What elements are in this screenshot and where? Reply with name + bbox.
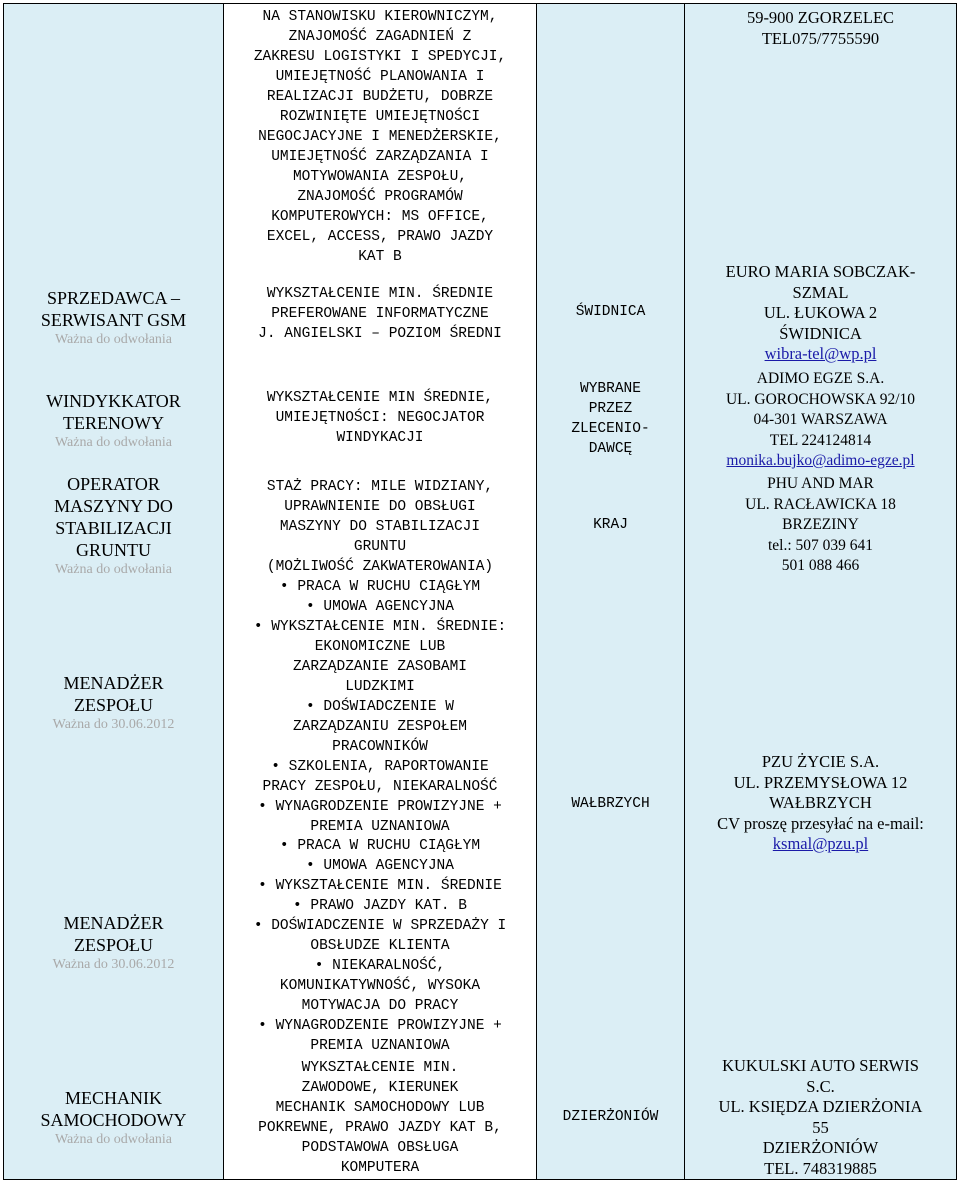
- list-item: • WYNAGRODZENIE PROWIZYJNE +: [258, 799, 502, 815]
- employer-cell: EURO MARIA SOBCZAK- SZMAL UL. ŁUKOWA 2 ŚWIDNICA wibra-tel@wp.pl: [685, 262, 956, 365]
- employer-column: [685, 4, 956, 1179]
- list-item: • PRACA W RUCHU CIĄGŁYM: [279, 838, 481, 854]
- job-title: MECHANIK SAMOCHODOWY: [40, 1088, 187, 1130]
- job-title: MENADŻER ZESPOŁU: [63, 673, 164, 715]
- list-item: PREMIA UZNANIOWA: [310, 1038, 450, 1054]
- employer-cell: ADIMO EGZE S.A. UL. GOROCHOWSKA 92/10 04-301 WARSZAWA TEL 224124814 monika.bujko@adimo-egze.pl: [685, 369, 956, 472]
- employer-cell: PZU ŻYCIE S.A. UL. PRZEMYSŁOWA 12 WAŁBRZYCH CV proszę przesyłać na e-mail: ksmal@pzu.pl: [685, 752, 956, 855]
- location-column: [537, 4, 684, 1179]
- job-validity: Ważna do odwołania: [54, 1132, 173, 1147]
- list-item: PREMIA UZNANIOWA: [310, 819, 450, 835]
- list-item: • NIEKARALNOŚĆ,: [314, 958, 446, 974]
- list-item: PRACY ZESPOŁU, NIEKARALNOŚĆ: [262, 779, 498, 795]
- list-item: • WYKSZTAŁCENIE MIN. ŚREDNIE: [258, 878, 502, 894]
- list-item: MOTYWACJA DO PRACY: [301, 998, 459, 1014]
- job-title-cell: [4, 473, 223, 578]
- employer-cell: KUKULSKI AUTO SERWIS S.C. UL. KSIĘDZA DZIERŻONIA 55 DZIERŻONIÓW TEL. 748319885: [718, 1056, 923, 1178]
- location-cell: WAŁBRZYCH: [571, 796, 650, 812]
- list-item: • UMOWA AGENCYJNA: [306, 858, 454, 874]
- list-item: EKONOMICZNE LUB: [314, 639, 446, 655]
- job-validity: Ważna do 30.06.2012: [52, 957, 175, 972]
- list-item: ZARZĄDZANIE ZASOBAMI: [292, 659, 468, 675]
- list-item: • UMOWA AGENCYJNA: [306, 599, 454, 615]
- location-cell: KRAJ: [593, 517, 628, 533]
- job-validity: Ważna do odwołania: [54, 435, 173, 450]
- job-title: WINDYKKATOR TERENOWY: [46, 391, 181, 433]
- job-validity: Ważna do odwołania: [54, 332, 173, 347]
- job-title-column: [4, 4, 223, 1179]
- requirements-cell: WYKSZTAŁCENIE MIN ŚREDNIE, UMIEJĘTNOŚCI: NEGOCJATOR WINDYKACJI: [266, 390, 494, 446]
- list-item: KOMUNIKATYWNOŚĆ, WYSOKA: [279, 978, 481, 994]
- employer-email-link[interactable]: wibra-tel@wp.pl: [764, 344, 877, 363]
- list-item: • SZKOLENIA, RAPORTOWANIE: [271, 759, 489, 775]
- job-title: SPRZEDAWCA – SERWISANT GSM: [40, 288, 187, 330]
- list-item: • DOŚWIADCZENIE W: [306, 699, 454, 715]
- job-title: OPERATOR MASZYNY DO STABILIZACJI GRUNTU: [54, 474, 173, 560]
- list-item: OBSŁUDZE KLIENTA: [310, 938, 450, 954]
- job-title-cell: [4, 1087, 223, 1148]
- job-title-cell: [4, 390, 223, 451]
- job-title-cell: [4, 672, 223, 733]
- list-item: • PRAWO JAZDY KAT. B: [292, 898, 468, 914]
- list-item: PRACOWNIKÓW: [332, 739, 428, 755]
- employer-email-link[interactable]: monika.bujko@adimo-egze.pl: [726, 452, 915, 469]
- location-cell: ŚWIDNICA: [575, 304, 646, 320]
- requirements-cell: NA STANOWISKU KIEROWNICZYM, ZNAJOMOŚĆ ZAGADNIEŃ Z ZAKRESU LOGISTYKI I SPEDYCJI, UMIEJĘTNOŚĆ PLANOWANIA I REALIZACJI BUDŻETU, DOBRZE ROZWINIĘTE UMIEJĘTNOŚCI NEGOCJACYJNE I MENEDŻERSKIE, UMIEJĘTNOŚĆ ZARZĄDZANIA I MOTYWOWANIA ZESPOŁU, ZNAJOMOŚĆ PROGRAMÓW KOMPUTEROWYCH: MS OFFICE, EXCEL, ACCESS, PRAWO JAZDY KAT B: [253, 9, 507, 265]
- job-title-cell: [4, 912, 223, 973]
- list-item: ZARZĄDZANIU ZESPOŁEM: [292, 719, 468, 735]
- job-validity: Ważna do odwołania: [54, 562, 173, 577]
- list-item: • PRACA W RUCHU CIĄGŁYM: [279, 579, 481, 595]
- requirements-list: [224, 577, 536, 837]
- location-cell: WYBRANE PRZEZ ZLECENIO- DAWCĘ: [571, 381, 650, 457]
- job-offers-table: [3, 3, 957, 1180]
- requirements-cell: STAŻ PRACY: MILE WIDZIANY, UPRAWNIENIE DO OBSŁUGI MASZYNY DO STABILIZACJI GRUNTU (MOŻLIWOŚĆ ZAKWATEROWANIA): [266, 479, 494, 575]
- location-cell: DZIERŻONIÓW: [562, 1109, 659, 1125]
- list-item: • WYKSZTAŁCENIE MIN. ŚREDNIE:: [253, 619, 507, 635]
- list-item: LUDZKIMI: [345, 679, 415, 695]
- requirements-cell: WYKSZTAŁCENIE MIN. ZAWODOWE, KIERUNEK MECHANIK SAMOCHODOWY LUB POKREWNE, PRAWO JAZDY KAT B, PODSTAWOWA OBSŁUGA KOMPUTERA: [258, 1060, 502, 1176]
- requirements-list: [224, 836, 536, 1056]
- employer-cell: PHU AND MAR UL. RACŁAWICKA 18 BRZEZINY tel.: 507 039 641 501 088 466: [745, 475, 896, 574]
- list-item: • WYNAGRODZENIE PROWIZYJNE +: [258, 1018, 502, 1034]
- requirements-column: [224, 4, 536, 1179]
- job-validity: Ważna do 30.06.2012: [52, 717, 175, 732]
- requirements-cell: WYKSZTAŁCENIE MIN. ŚREDNIE PREFEROWANE INFORMATYCZNE J. ANGIELSKI – POZIOM ŚREDNI: [258, 286, 502, 342]
- employer-cell: 59-900 ZGORZELEC TEL075/7755590: [746, 8, 895, 48]
- job-title-cell: [4, 287, 223, 348]
- employer-email-link[interactable]: ksmal@pzu.pl: [772, 834, 869, 853]
- job-title: MENADŻER ZESPOŁU: [63, 913, 164, 955]
- list-item: • DOŚWIADCZENIE W SPRZEDAŻY I: [253, 918, 507, 934]
